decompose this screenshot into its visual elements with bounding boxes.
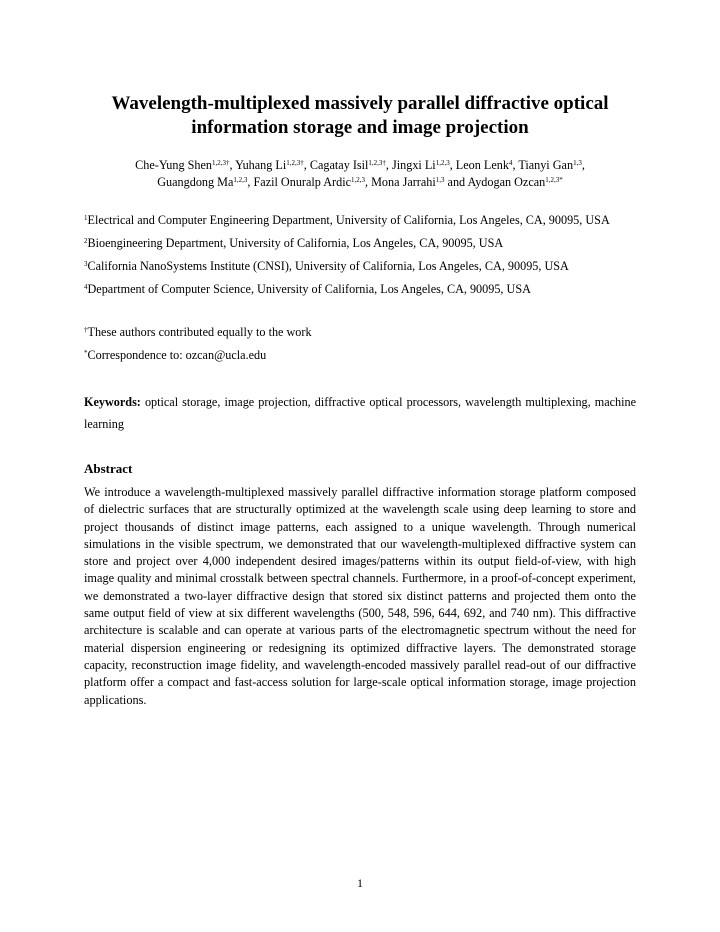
author: Jingxi Li$^{1,2,3}$, — [392, 158, 456, 172]
affiliation-3: $^3$California NanoSystems Institute (CNSI), University of California, Los Angeles, CA, 90095, USA — [84, 259, 569, 273]
abstract-body: We introduce a wavelength-multiplexed massively parallel diffractive information storage platform composed of dielectric surfaces that are structurally optimized at the wavelength scale using deep learning to store and project thousands of distinct image patterns, each assigned to a unique wavelength. Through numerical simulations in the visible spectrum, we demonstrated that our wavelength-multiplexed diffractive system can store and project over 4,000 independent desired images/patterns within its output field-of-view, with high image quality and minimal crosstalk between spectral channels. Furthermore, in a proof-of-concept experiment, we demonstrated a two-layer diffractive design that stored six distinct patterns and projected them onto the same output field of view at six different wavelengths (500, 548, 596, 644, 692, and 740 nm). This diffractive architecture is scalable and can operate at various parts of the electromagnetic spectrum without the need for material dispersion engineering or redesigning its optimized diffractive layers. The demonstrated storage capacity, reconstruction image fidelity, and wavelength-encoded massively parallel read-out of our diffractive platform offer a compact and fast-access solution for large-scale optical information storage, image projection applications. — [84, 485, 636, 707]
paper-title: Wavelength-multiplexed massively parallel diffractive optical information storage and image projection — [111, 93, 609, 138]
affiliation-1: $^1$Electrical and Computer Engineering Department, University of California, Los Angeles, CA, 90095, USA — [84, 213, 610, 227]
keywords — [84, 391, 636, 435]
author-list — [84, 157, 636, 191]
author: Tianyi Gan$^{1,3}$, — [518, 158, 585, 172]
author: Mona Jarrahi$^{1,3}$ and — [371, 175, 468, 189]
author: Yuhang $Li^{1,2,3\dagger}$, — [235, 158, 310, 172]
equal-contribution-note: †These authors contributed equally to the work — [84, 325, 312, 339]
author: Aydogan Ozcan$^{1,2,3*}$ — [467, 175, 563, 189]
author: Cagatay Isil$^{1,2,3\dagger}$, — [309, 158, 393, 172]
affiliation-4: $^4$Department of Computer Science, University of California, Los Angeles, CA, 90095, USA — [84, 282, 531, 296]
author: Leon Lenk$^4$, — [455, 158, 519, 172]
keywords-text: optical storage, image projection, diffractive optical processors, wavelength multiplexing, machine learning — [84, 395, 637, 431]
correspondence-note: *Correspondence to: ozcan@ucla.edu — [84, 348, 267, 362]
abstract-heading: Abstract — [84, 461, 133, 476]
author: Guangdong Ma$^{1,2,3}$, — [157, 175, 254, 189]
page-number: 1 — [357, 876, 363, 890]
author: Fazil Onuralp Ardic$^{1,2,3}$, — [253, 175, 372, 189]
author: Che-Yung Shen$^{1,2,3\dagger}$, — [135, 158, 236, 172]
keywords-label: Keywords: — [84, 395, 141, 409]
affiliation-2: $^2$Bioengineering Department, University of California, Los Angeles, CA, 90095, USA — [84, 236, 504, 250]
